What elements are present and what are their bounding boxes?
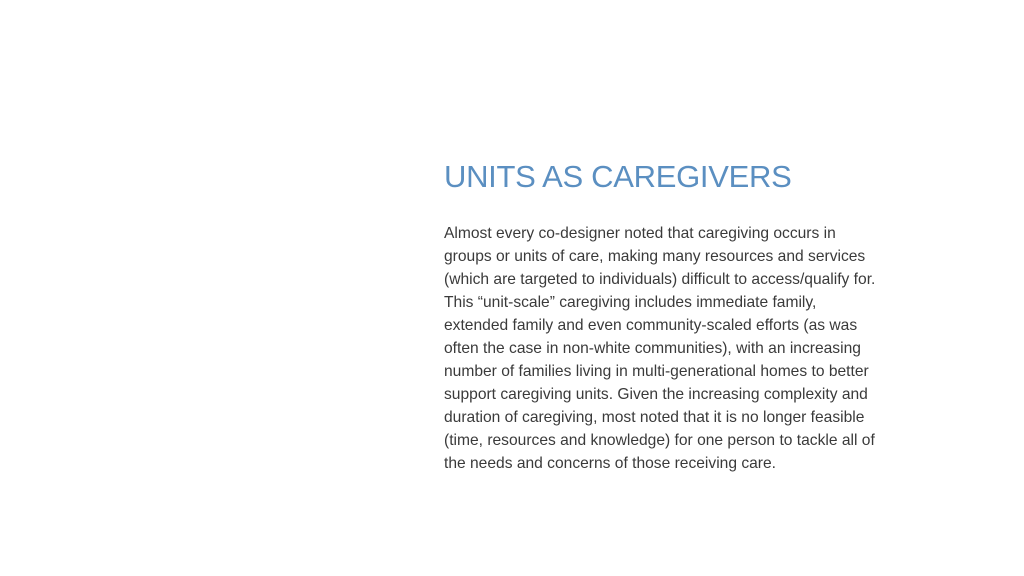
body-line: This “unit-scale” caregiving includes immediate family, (444, 294, 817, 311)
body-line: the needs and concerns of those receiving care. (444, 455, 777, 472)
body-line: duration of caregiving, most noted that it is no longer feasible (444, 409, 865, 426)
body-line: extended family and even community-scaled efforts (as was (444, 317, 858, 334)
body-line: (which are targeted to individuals) difficult to access/qualify for. (444, 271, 876, 288)
body-line: support caregiving units. Given the increasing complexity and (444, 386, 868, 403)
body-line: Almost every co-designer noted that caregiving occurs in (444, 225, 836, 242)
body-line: (time, resources and knowledge) for one person to tackle all of (444, 432, 875, 449)
body-line: often the case in non-white communities), with an increasing (444, 340, 861, 357)
slide-title: UNITS AS CAREGIVERS (444, 159, 792, 194)
body-line: number of families living in multi-generational homes to better (444, 363, 869, 380)
slide-body-text (444, 222, 944, 475)
body-line: groups or units of care, making many resources and services (444, 248, 866, 265)
